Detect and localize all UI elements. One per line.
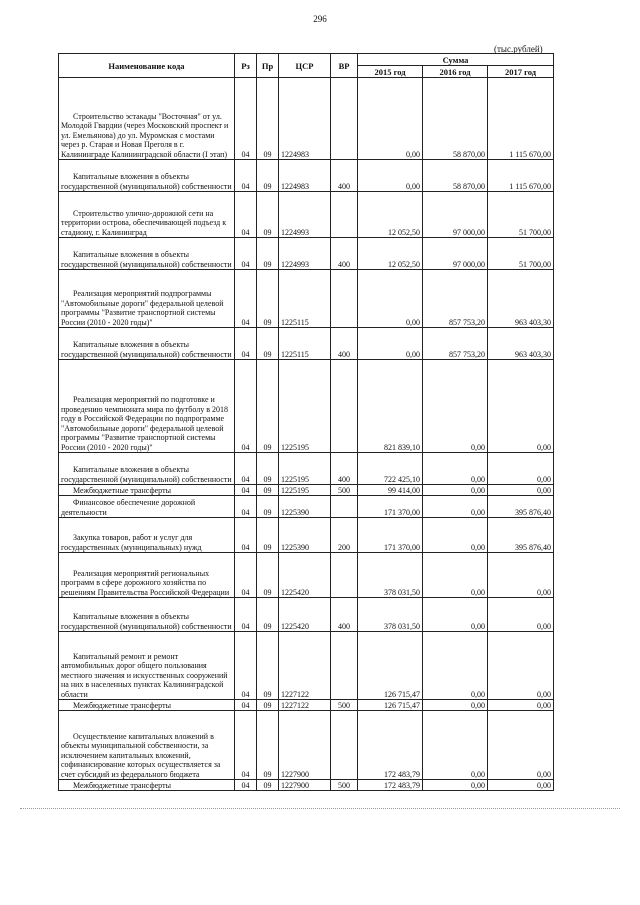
- header-csr: ЦСР: [279, 54, 331, 78]
- header-pr: Пр: [257, 54, 279, 78]
- row-2016: 0,00: [423, 496, 488, 518]
- row-2017: 51 700,00: [488, 238, 554, 270]
- table-row: [59, 192, 554, 238]
- row-pr: 09: [257, 238, 279, 270]
- row-csr: 1225195: [279, 453, 331, 485]
- row-name: Реализация мероприятий по подготовке и проведению чемпионата мира по футболу в 2018 году в Российской Федерации по подпрограмме "Автомобильные дороги" федеральной целевой программы "Развитие транспортной системы России (2010 - 2020 годы)": [59, 360, 235, 453]
- row-2016: 0,00: [423, 711, 488, 780]
- row-csr: 1225115: [279, 270, 331, 328]
- row-name: Закупка товаров, работ и услуг для государственных (муниципальных) нужд: [59, 518, 235, 553]
- table-row: [59, 78, 554, 160]
- row-rz: 04: [235, 780, 257, 791]
- row-pr: 09: [257, 711, 279, 780]
- row-rz: 04: [235, 270, 257, 328]
- row-2017: 51 700,00: [488, 192, 554, 238]
- table-header: [59, 54, 554, 78]
- row-pr: 09: [257, 453, 279, 485]
- row-name: Строительство эстакады "Восточная" от ул. Молодой Гвардии (через Московский проспект и ул. Емельянова) до ул. Муромская с мостами через р. Старая и Новая Преголя в г. Калининграде Калининградской области (I этап): [59, 78, 235, 160]
- table-row: [59, 160, 554, 192]
- row-vr: 200: [331, 518, 358, 553]
- row-2015: 172 483,79: [358, 780, 423, 791]
- row-2017: 0,00: [488, 360, 554, 453]
- row-name: Капитальные вложения в объекты государственной (муниципальной) собственности: [59, 238, 235, 270]
- row-pr: 09: [257, 496, 279, 518]
- row-2016: 97 000,00: [423, 238, 488, 270]
- row-name: Межбюджетные трансферты: [59, 780, 235, 791]
- row-2016: 857 753,20: [423, 328, 488, 360]
- table-row: [59, 518, 554, 553]
- units-label: (тыс.рублей): [494, 44, 543, 54]
- row-vr: 400: [331, 598, 358, 632]
- row-2016: 0,00: [423, 780, 488, 791]
- row-2017: 1 115 670,00: [488, 78, 554, 160]
- table-row: [59, 496, 554, 518]
- row-2017: 0,00: [488, 632, 554, 700]
- row-vr: 500: [331, 780, 358, 791]
- row-vr: 500: [331, 700, 358, 711]
- table-row: [59, 598, 554, 632]
- row-vr: [331, 192, 358, 238]
- row-2015: 126 715,47: [358, 632, 423, 700]
- page-number: 296: [313, 14, 327, 24]
- budget-table: [58, 53, 554, 791]
- row-2017: 395 876,40: [488, 496, 554, 518]
- row-name: Капитальные вложения в объекты государственной (муниципальной) собственности: [59, 453, 235, 485]
- row-2015: 0,00: [358, 160, 423, 192]
- row-pr: 09: [257, 360, 279, 453]
- row-2017: 0,00: [488, 780, 554, 791]
- row-2016: 97 000,00: [423, 192, 488, 238]
- row-rz: 04: [235, 598, 257, 632]
- table-row: [59, 270, 554, 328]
- row-2016: 0,00: [423, 700, 488, 711]
- row-vr: [331, 553, 358, 598]
- scan-artifact-line: [20, 808, 620, 809]
- row-rz: 04: [235, 78, 257, 160]
- table-row: [59, 553, 554, 598]
- row-2016: 0,00: [423, 360, 488, 453]
- row-2017: 0,00: [488, 453, 554, 485]
- row-2016: 58 870,00: [423, 78, 488, 160]
- table-row: [59, 360, 554, 453]
- table-row: [59, 780, 554, 791]
- row-csr: 1224993: [279, 238, 331, 270]
- row-2017: 0,00: [488, 485, 554, 496]
- row-pr: 09: [257, 632, 279, 700]
- row-2016: 0,00: [423, 553, 488, 598]
- row-2017: 0,00: [488, 711, 554, 780]
- row-2015: 0,00: [358, 328, 423, 360]
- table-row: [59, 632, 554, 700]
- row-name: Реализация мероприятий региональных программ в сфере дорожного хозяйства по решениям Правительства Российской Федерации: [59, 553, 235, 598]
- table-row: [59, 328, 554, 360]
- row-pr: 09: [257, 270, 279, 328]
- row-2017: 0,00: [488, 553, 554, 598]
- row-2015: 172 483,79: [358, 711, 423, 780]
- row-rz: 04: [235, 632, 257, 700]
- row-2015: 126 715,47: [358, 700, 423, 711]
- row-rz: 04: [235, 700, 257, 711]
- header-2015: 2015 год: [358, 66, 423, 78]
- row-pr: 09: [257, 553, 279, 598]
- row-name: Межбюджетные трансферты: [59, 485, 235, 496]
- row-name: Строительство улично-дорожной сети на территории острова, обеспечивающей подъезд к стадиону, г. Калининград: [59, 192, 235, 238]
- header-2016: 2016 год: [423, 66, 488, 78]
- row-2016: 0,00: [423, 632, 488, 700]
- row-2015: 12 052,50: [358, 192, 423, 238]
- row-csr: 1225420: [279, 598, 331, 632]
- row-name: Капитальный ремонт и ремонт автомобильных дорог общего пользования местного значения и искусственных сооружений на них в населенных пунктах Калининградской области: [59, 632, 235, 700]
- row-2017: 395 876,40: [488, 518, 554, 553]
- row-2015: 722 425,10: [358, 453, 423, 485]
- row-vr: [331, 270, 358, 328]
- row-name: Реализация мероприятий подпрограммы "Автомобильные дороги" федеральной целевой программы "Развитие транспортной системы России (2010 - 2020 годы)": [59, 270, 235, 328]
- row-pr: 09: [257, 192, 279, 238]
- row-csr: 1224983: [279, 78, 331, 160]
- row-vr: [331, 78, 358, 160]
- row-rz: 04: [235, 328, 257, 360]
- row-vr: 400: [331, 238, 358, 270]
- row-2016: 0,00: [423, 453, 488, 485]
- row-pr: 09: [257, 485, 279, 496]
- row-rz: 04: [235, 518, 257, 553]
- table-row: [59, 711, 554, 780]
- row-pr: 09: [257, 160, 279, 192]
- row-pr: 09: [257, 78, 279, 160]
- row-2015: 12 052,50: [358, 238, 423, 270]
- table-row: [59, 700, 554, 711]
- row-pr: 09: [257, 700, 279, 711]
- row-pr: 09: [257, 328, 279, 360]
- row-rz: 04: [235, 485, 257, 496]
- row-2015: 378 031,50: [358, 598, 423, 632]
- row-2015: 171 370,00: [358, 518, 423, 553]
- row-csr: 1225390: [279, 518, 331, 553]
- row-rz: 04: [235, 496, 257, 518]
- row-csr: 1224993: [279, 192, 331, 238]
- row-name: Капитальные вложения в объекты государственной (муниципальной) собственности: [59, 598, 235, 632]
- row-rz: 04: [235, 192, 257, 238]
- row-csr: 1227122: [279, 632, 331, 700]
- row-csr: 1224983: [279, 160, 331, 192]
- row-2016: 58 870,00: [423, 160, 488, 192]
- row-2016: 0,00: [423, 485, 488, 496]
- row-csr: 1227122: [279, 700, 331, 711]
- row-csr: 1225390: [279, 496, 331, 518]
- row-csr: 1225195: [279, 360, 331, 453]
- row-csr: 1227900: [279, 711, 331, 780]
- header-vr: ВР: [331, 54, 358, 78]
- header-name: Наименование кода: [59, 54, 235, 78]
- row-name: Осуществление капитальных вложений в объекты муниципальной собственности, за исключением капитальных вложений, софинансирование которых осуществляется за счет субсидий из федерального бюджета: [59, 711, 235, 780]
- row-csr: 1225420: [279, 553, 331, 598]
- row-2016: 857 753,20: [423, 270, 488, 328]
- row-vr: [331, 711, 358, 780]
- row-name: Капитальные вложения в объекты государственной (муниципальной) собственности: [59, 160, 235, 192]
- row-pr: 09: [257, 598, 279, 632]
- row-vr: [331, 632, 358, 700]
- row-pr: 09: [257, 780, 279, 791]
- row-2017: 1 115 670,00: [488, 160, 554, 192]
- table-row: [59, 485, 554, 496]
- row-2017: 963 403,30: [488, 328, 554, 360]
- row-2017: 963 403,30: [488, 270, 554, 328]
- row-2015: 378 031,50: [358, 553, 423, 598]
- row-2017: 0,00: [488, 700, 554, 711]
- row-vr: 400: [331, 160, 358, 192]
- row-name: Межбюджетные трансферты: [59, 700, 235, 711]
- row-rz: 04: [235, 360, 257, 453]
- row-vr: 400: [331, 453, 358, 485]
- header-2017: 2017 год: [488, 66, 554, 78]
- row-2015: 0,00: [358, 270, 423, 328]
- row-2015: 0,00: [358, 78, 423, 160]
- row-2016: 0,00: [423, 518, 488, 553]
- table-row: [59, 453, 554, 485]
- row-2016: 0,00: [423, 598, 488, 632]
- row-vr: 500: [331, 485, 358, 496]
- row-2017: 0,00: [488, 598, 554, 632]
- table-row: [59, 238, 554, 270]
- row-vr: [331, 496, 358, 518]
- row-vr: [331, 360, 358, 453]
- row-2015: 99 414,00: [358, 485, 423, 496]
- header-sum: Сумма: [358, 54, 554, 66]
- row-csr: 1225195: [279, 485, 331, 496]
- row-csr: 1225115: [279, 328, 331, 360]
- row-rz: 04: [235, 711, 257, 780]
- row-csr: 1227900: [279, 780, 331, 791]
- row-rz: 04: [235, 553, 257, 598]
- row-rz: 04: [235, 238, 257, 270]
- row-name: Капитальные вложения в объекты государственной (муниципальной) собственности: [59, 328, 235, 360]
- row-rz: 04: [235, 160, 257, 192]
- row-rz: 04: [235, 453, 257, 485]
- row-name: Финансовое обеспечение дорожной деятельности: [59, 496, 235, 518]
- row-2015: 171 370,00: [358, 496, 423, 518]
- row-2015: 821 839,10: [358, 360, 423, 453]
- row-vr: 400: [331, 328, 358, 360]
- row-pr: 09: [257, 518, 279, 553]
- header-rz: Рз: [235, 54, 257, 78]
